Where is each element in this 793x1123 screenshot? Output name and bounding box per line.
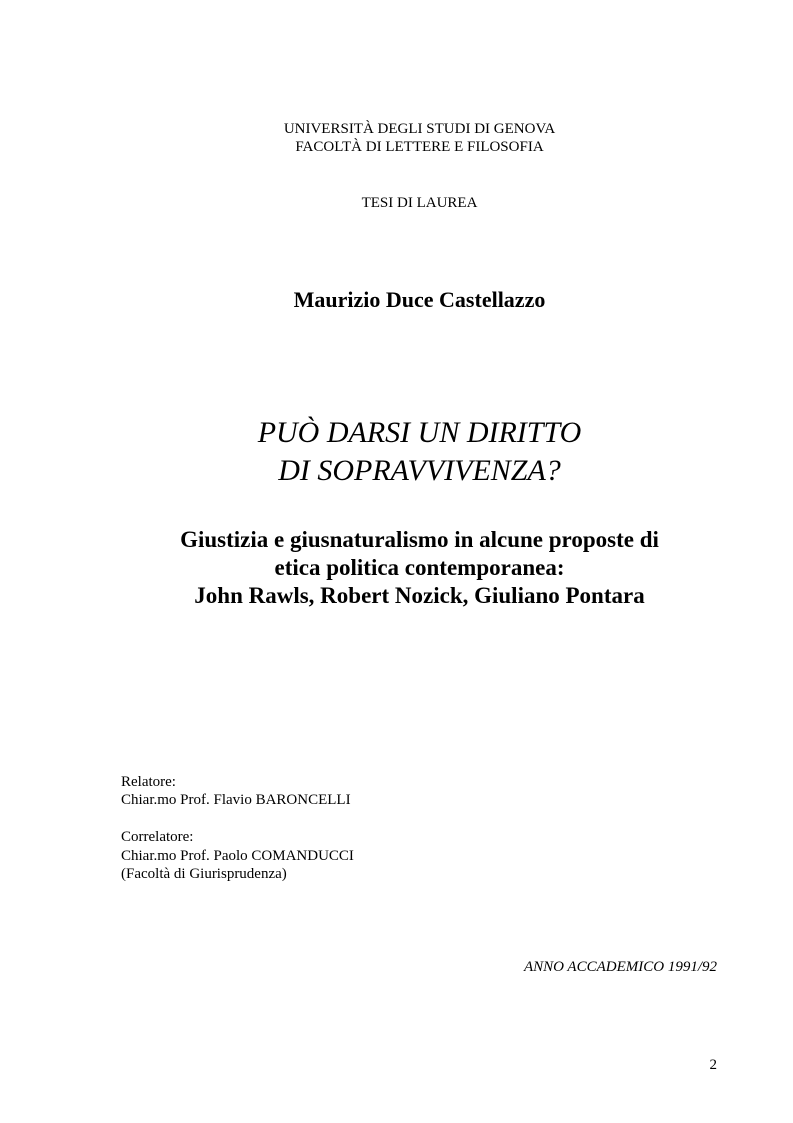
faculty-name: FACOLTÀ DI LETTERE E FILOSOFIA bbox=[295, 139, 544, 155]
thesis-title-line-1: PUÒ DARSI UN DIRITTO bbox=[257, 416, 582, 449]
thesis-subtitle-line-2: etica politica contemporanea: bbox=[274, 555, 565, 580]
supervisor-label: Relatore: bbox=[121, 774, 176, 790]
co-supervisor-label: Correlatore: bbox=[121, 829, 194, 845]
university-name: UNIVERSITÀ DEGLI STUDI DI GENOVA bbox=[283, 121, 556, 137]
thesis-subtitle-line-3: John Rawls, Robert Nozick, Giuliano Pontara bbox=[194, 583, 645, 608]
page-number: 2 bbox=[709, 1057, 717, 1073]
co-supervisor-name: Chiar.mo Prof. Paolo COMANDUCCI bbox=[121, 848, 354, 864]
thesis-subtitle-line-1: Giustizia e giusnaturalismo in alcune proposte di bbox=[180, 527, 659, 552]
thesis-type: TESI DI LAUREA bbox=[361, 195, 478, 211]
author-name: Maurizio Duce Castellazzo bbox=[293, 287, 546, 312]
thesis-title-line-2: DI SOPRAVVIVENZA? bbox=[278, 454, 561, 487]
co-supervisor-faculty: (Facoltà di Giurisprudenza) bbox=[121, 866, 287, 882]
supervisor-name: Chiar.mo Prof. Flavio BARONCELLI bbox=[121, 792, 351, 808]
academic-year: ANNO ACCADEMICO 1991/92 bbox=[523, 959, 717, 975]
